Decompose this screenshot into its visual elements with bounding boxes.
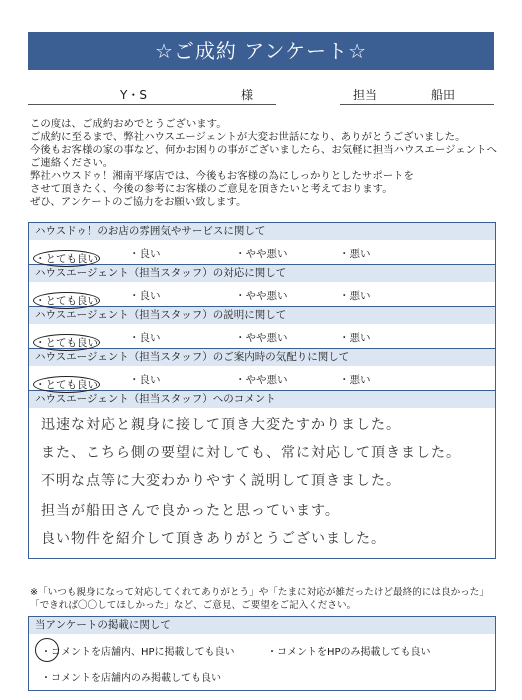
selected-circle: ・とても良い — [33, 334, 100, 351]
question-options — [29, 282, 495, 306]
option-somewhat-bad[interactable]: ・やや悪い — [235, 290, 288, 302]
option-bad[interactable]: ・悪い — [339, 248, 371, 260]
question-heading: ハウスドゥ！のお店の雰囲気やサービスに関して — [29, 223, 495, 240]
option-somewhat-bad[interactable]: ・やや悪い — [235, 248, 288, 260]
option-somewhat-bad[interactable]: ・やや悪い — [235, 374, 288, 386]
comment-heading: ハウスエージェント（担当スタッフ）へのコメント — [29, 390, 495, 408]
comment-body[interactable] — [29, 408, 495, 558]
option-store-and-hp[interactable]: ・コメントを店舗内、HPに掲載しても良い — [41, 647, 235, 658]
survey-title: ☆ご成約 アンケート☆ — [28, 32, 494, 70]
question-options — [29, 240, 495, 264]
comment-line: 担当が船田さんで良かったと思っています。 — [41, 503, 340, 519]
option-bad[interactable]: ・悪い — [339, 374, 371, 386]
intro-line: 弊社ハウスドゥ！湘南平塚店では、今後もお客様の為にしっかりとしたサポートを — [30, 170, 414, 182]
selected-circle: ・とても良い — [33, 292, 100, 309]
staff-name: 船田 — [431, 88, 456, 102]
intro-line: この度は、ご成約おめでとうございます。 — [30, 118, 227, 130]
intro-line: ご連絡ください。 — [30, 157, 114, 169]
honorific: 様 — [241, 88, 254, 102]
selected-circle: ・とても良い — [33, 250, 100, 267]
comment-line: また、こちら側の要望に対しても、常に対応して頂きました。 — [41, 445, 461, 461]
option-good[interactable]: ・良い — [129, 248, 161, 260]
staff-label: 担当 — [353, 88, 378, 102]
publication-options — [29, 634, 495, 690]
option-somewhat-bad[interactable]: ・やや悪い — [235, 332, 288, 344]
survey-table — [28, 222, 496, 559]
option-good[interactable]: ・良い — [129, 332, 161, 344]
comment-line: 迅速な対応と親身に接して頂き大変たすかりました。 — [41, 417, 401, 433]
note-line: ※「いつも親身になって対応してくれてありがとう」や「たまに対応が雑だったけど最終的には良かった」 — [30, 587, 489, 598]
question-heading: ハウスエージェント（担当スタッフ）の対応に関して — [29, 264, 495, 282]
question-options — [29, 366, 495, 390]
intro-text — [30, 118, 500, 209]
question-heading: ハウスエージェント（担当スタッフ）の説明に関して — [29, 306, 495, 324]
intro-line: ぜひ、アンケートのご協力をお願い致します。 — [30, 196, 247, 208]
intro-line: させて頂きたく、今後の参考にお客様のご意見を頂きたいと考えております。 — [30, 183, 393, 195]
question-heading: ハウスエージェント（担当スタッフ）のご案内時の気配りに関して — [29, 348, 495, 366]
question-options — [29, 324, 495, 348]
option-hp-only[interactable]: ・コメントをHPのみ掲載しても良い — [267, 647, 431, 658]
customer-row — [28, 82, 494, 104]
selected-circle: ・とても良い — [33, 376, 100, 393]
comment-line: 不明な点等に大変わかりやすく説明して頂きました。 — [41, 473, 401, 489]
comment-line: 良い物件を紹介して頂きありがとうございました。 — [41, 531, 386, 547]
option-good[interactable]: ・良い — [129, 374, 161, 386]
option-store-only[interactable]: ・コメントを店舗内のみ掲載しても良い — [41, 673, 221, 684]
intro-line: 今後もお客様の家の事など、何かお困りの事がございましたら、お気軽に担当ハウスエージェントへ — [30, 144, 497, 156]
publication-heading: 当アンケートの掲載に関して — [29, 617, 495, 634]
note-line: 「できれば〇〇してほしかった」など、ご意見、ご要望をご記入ください。 — [30, 600, 357, 611]
option-bad[interactable]: ・悪い — [339, 332, 371, 344]
comment-note — [30, 586, 500, 612]
customer-underline — [28, 104, 276, 105]
staff-underline — [340, 104, 494, 105]
customer-name: Y・S — [120, 88, 147, 102]
option-bad[interactable]: ・悪い — [339, 290, 371, 302]
publication-section — [28, 616, 496, 691]
option-good[interactable]: ・良い — [129, 290, 161, 302]
intro-line: ご成約に至るまで、弊社ハウスエージェントが大変お世話になり、ありがとうございました。 — [30, 131, 466, 143]
